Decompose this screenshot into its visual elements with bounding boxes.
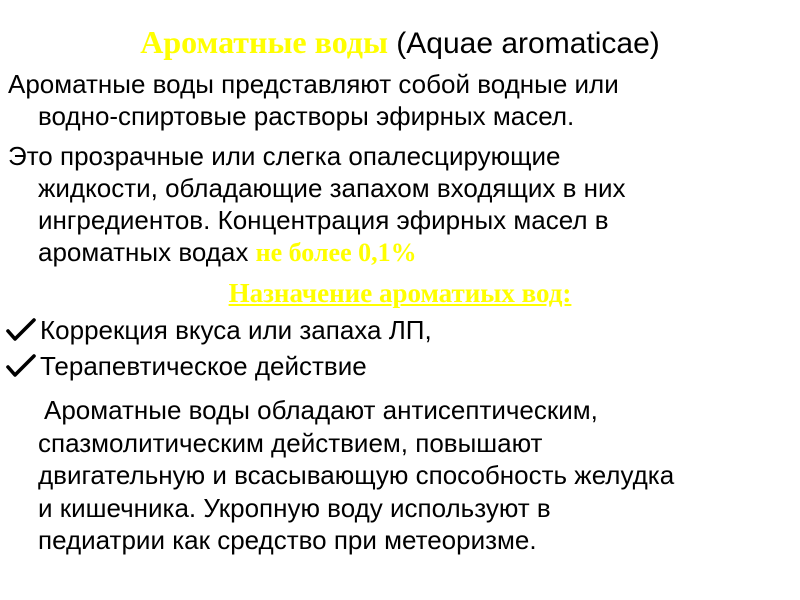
- concentration-highlight: не более 0,1%: [255, 238, 417, 267]
- bullet-label-2: Терапевтическое действие: [40, 351, 367, 381]
- description-line-2: жидкости, обладающие запахом входящих в них: [38, 173, 626, 203]
- checkmark-icon: [6, 354, 36, 378]
- bullet-item-2: [6, 350, 367, 382]
- properties-line-4: и кишечника. Укропную воду используют в: [38, 492, 551, 523]
- properties-paragraph: [38, 394, 798, 557]
- description-line-4: [8, 236, 768, 269]
- description-paragraph: [8, 140, 768, 269]
- definition-paragraph: [8, 68, 768, 132]
- slide-title: [0, 22, 800, 64]
- properties-line-5: педиатрии как средство при метеоризме.: [38, 525, 537, 555]
- description-line-3: ингредиентов. Концентрация эфирных масел в: [38, 205, 609, 235]
- checkmark-icon: [6, 318, 36, 342]
- purpose-heading: Назначение ароматиых вод:: [228, 278, 572, 308]
- properties-line-1: Ароматные воды обладают антисептическим,: [44, 395, 598, 425]
- title-russian: Ароматные воды: [140, 24, 388, 60]
- properties-line-3: двигательную и всасывающую способность желудка: [38, 460, 675, 490]
- definition-line-2: водно-спиртовые растворы эфирных масел.: [38, 101, 575, 131]
- definition-line-1: Ароматные воды представляют собой водные или: [8, 69, 619, 99]
- description-line-1: Это прозрачные или слегка опалесцирующие: [8, 141, 561, 171]
- bullet-label-1: Коррекция вкуса или запаха ЛП,: [40, 315, 432, 345]
- title-latin: (Aquae aromaticae): [396, 27, 660, 60]
- properties-line-2: спазмолитическим действием, повышают: [38, 427, 543, 458]
- description-line-4-text: ароматных водах: [38, 237, 249, 267]
- bullet-item-1: [6, 314, 432, 346]
